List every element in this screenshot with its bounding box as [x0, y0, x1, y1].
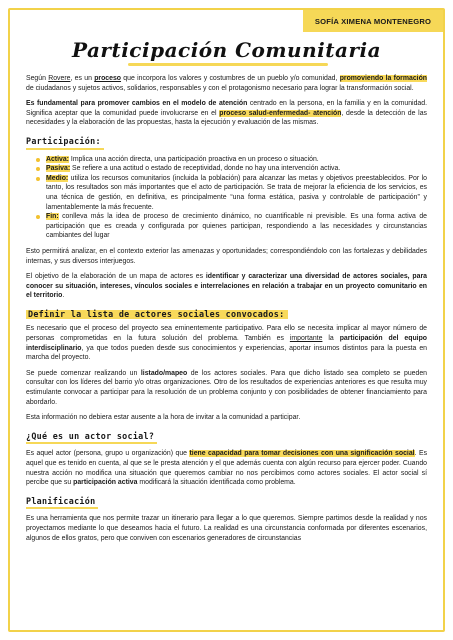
text: .: [62, 292, 65, 300]
bold-statement: listado/mapeo: [140, 369, 188, 377]
section-heading-planificacion: Planificación: [26, 497, 98, 510]
section-heading-actores: Definir la lista de actores sociales convocados:: [26, 310, 288, 320]
highlighted-term: promoviendo la formación: [339, 75, 427, 82]
objetivo-paragraph: [26, 272, 427, 301]
text: , es un: [70, 75, 95, 82]
text: que incorpora los valores y costumbres de un pueblo y/o comunidad,: [121, 75, 340, 82]
title-underline: [128, 63, 328, 66]
text: centrado en la persona, en la familia y en la comunidad. Significa aceptar que la comunidad puede involucrarse en el: [26, 100, 427, 117]
actores-paragraph-1: [26, 324, 427, 362]
text: . Es aquel que es tenido en cuenta, al que se le presta atención y el que además cuenta con algún recurso para ejercer poder. Cuando nuestra acción no modifica una situación que queremos cambiar no nos percibimos como actores sociales. El actor social sí percibe que su: [26, 450, 428, 487]
list-item: [40, 155, 427, 165]
intro-paragraph-1: [26, 74, 427, 93]
list-item: [40, 212, 427, 241]
bold-statement: Es fundamental para promover cambios en el modelo de atención: [26, 100, 248, 108]
text: El objetivo de la elaboración de un mapa de actores es: [26, 273, 206, 281]
highlighted-term: tiene capacidad para tomar decisiones con una significación social: [189, 450, 415, 458]
text: Es necesario que el proceso del proyecto sea eminentemente participativo. Para ello se necesita implicar al mayor número de personas comprometidas en la futura solución del problema. También es: [26, 325, 427, 343]
text: Se puede comenzar realizando un: [26, 369, 141, 377]
list-text: conlleva más la idea de proceso de crecimiento dinámico, no cuantificable ni previsible. Es una forma activa de participación que es creada y configurada por quienes participan, respondiendo a las necesidades y circunstancias cambiantes del lugar: [46, 213, 427, 240]
actor-social-paragraph: [26, 449, 427, 487]
document-page: [8, 8, 445, 632]
underlined-word: importante: [289, 335, 323, 343]
document-body: [26, 74, 427, 549]
text: , ya que todos pueden desde sus conocimientos y experiencias, aportar insumos distintos para la puesta en marcha del proyecto.: [26, 344, 427, 362]
author-tab: SOFÍA XIMENA MONTENEGRO: [303, 10, 443, 32]
list-term: Pasiva:: [46, 165, 71, 173]
key-term: proceso: [94, 75, 122, 82]
list-item: [40, 174, 427, 212]
list-item: [40, 164, 427, 174]
bold-statement: identificar y caracterizar una diversidad de actores sociales, para conocer su situación, intereses, vínculos sociales e interrelaciones en relación a trabajar en un proyecto comunitario en el territorio: [26, 273, 427, 300]
list-term: Fin:: [46, 213, 59, 221]
text: la: [322, 335, 340, 343]
actores-paragraph-3: Esta información no debiera estar ausente a la hora de invitar a la comunidad a participar.: [26, 414, 301, 422]
section-heading-actor-social: ¿Qué es un actor social?: [26, 432, 157, 445]
author-reference: Rovere: [48, 75, 71, 82]
text: modificará la situación identificada como problema.: [137, 479, 296, 487]
list-term: Activa:: [46, 155, 69, 163]
text: Según: [26, 75, 49, 82]
intro-paragraph-2: [26, 99, 427, 128]
text: de ciudadanos y sujetos activos, solidarios, responsables y con el protagonismo necesario para lograr la transformación social.: [26, 84, 414, 92]
participacion-after-paragraph: Esto permitirá analizar, en el contexto exterior las amenazas y oportunidades; correspondiéndolo con las fortalezas y debilidades internas, y sus diversos interjuegos.: [26, 247, 427, 265]
list-text: utiliza los recursos comunitarios (incluida la población) para alcanzar las metas y objetivos preestablecidos. Por lo tanto, los resultados son más importantes que el acto de participación. Se trata de mejorar la eficiencia de los servicios, es una técnica de gestión, en definitiva, es principalmente “una forma estática, pasiva y controlable de participación” y lamentablemente la más frecuente.: [46, 174, 427, 211]
list-text: Implica una acción directa, una participación proactiva en un proceso o situación.: [68, 155, 319, 163]
planificacion-paragraph: Es una herramienta que nos permite trazar un itinerario para llegar a lo que queremos. Siempre partimos desde la realidad y nos proyectamos mediante lo que deseamos hacia el futuro. La realidad es una circunstancia conformada por diferentes escenarios, algunos de ellos gratos, pero que conviven con escenarios generadores de circunstancias: [26, 515, 427, 542]
list-term: Medio:: [46, 174, 69, 182]
bold-statement: participación activa: [73, 479, 138, 487]
list-text: Se refiere a una actitud o estado de receptividad, donde no hay una intervención activa.: [70, 165, 341, 173]
text: de los actores sociales. Para que dicho listado sea completo se pueden consultar con los líderes del barrio y/o otras organizaciones. Otro de los resultados de experiencias anteriores es que resulta muy estimulante convocar a participar para la resolución de un problema conjunto y con posibilidades de obtener financiamiento para abordarlo.: [26, 369, 427, 406]
text: Es aquel actor (persona, grupo u organización) que: [26, 450, 190, 458]
participacion-list: [40, 155, 427, 241]
text: , desde la detección de las necesidades y la elaboración de las propuestas, hasta la ejecución y evaluación de las mismas.: [26, 109, 427, 127]
highlighted-term: proceso salud-enfermedad- atención: [219, 109, 342, 117]
bold-statement: participación del equipo interdisciplinario: [26, 335, 427, 352]
section-heading-participacion: Participación:: [26, 137, 104, 150]
actores-paragraph-2: [26, 369, 427, 407]
page-title: Participación Comunitaria: [71, 38, 382, 62]
